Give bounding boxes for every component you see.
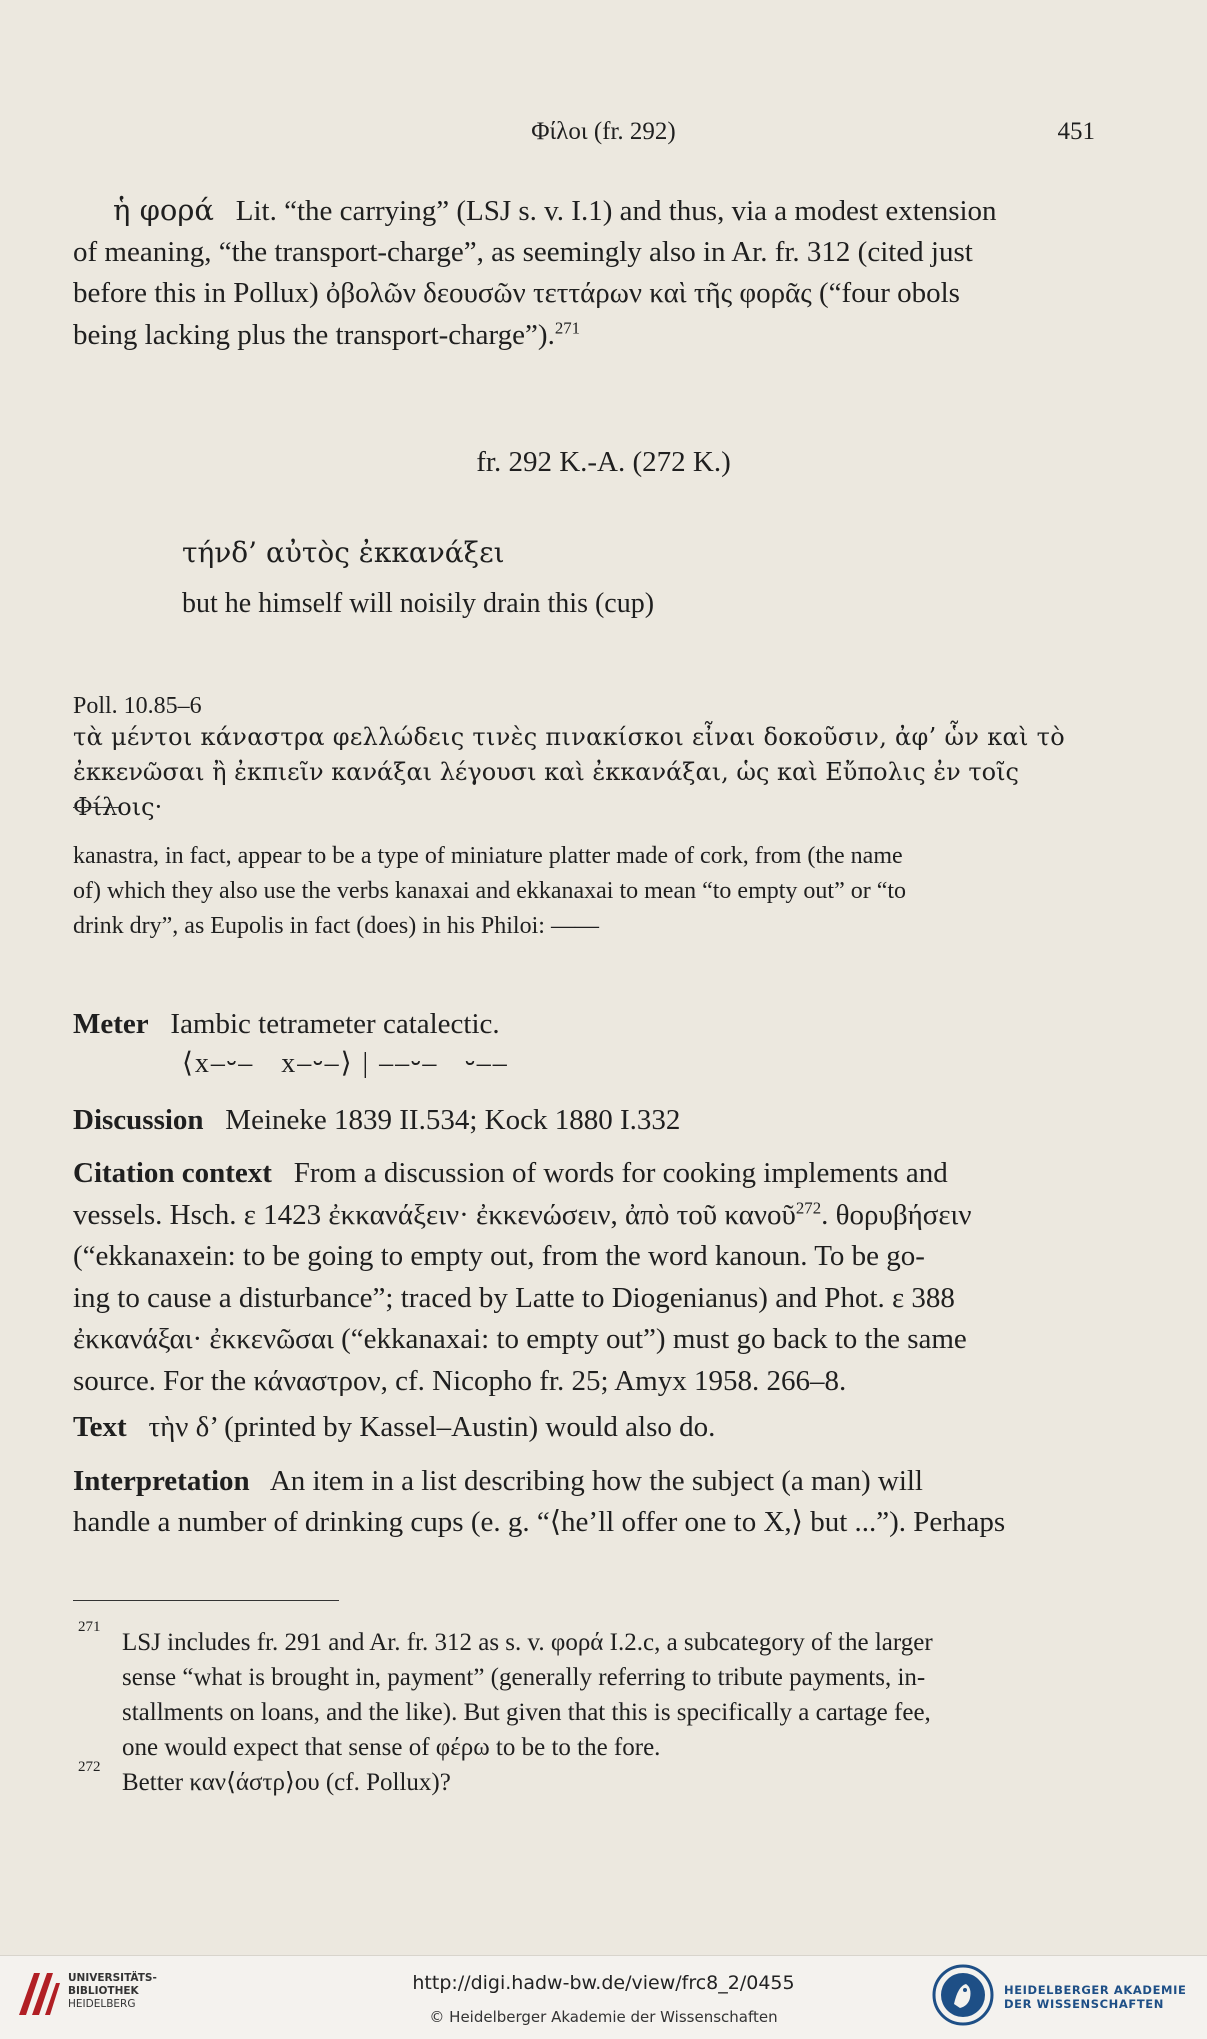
academy-name: HEIDELBERGER AKADEMIE DER WISSENSCHAFTEN <box>1004 1983 1187 2011</box>
para1-line3: before this in Pollux) ὀβολῶν δεουσῶν τεττάρων καὶ τῆς φορᾶς (“four obols <box>73 277 960 309</box>
citation-context-line1: Citation context From a discussion of words for cooking implements and <box>73 1157 948 1189</box>
fragment-translation: but he himself will noisily drain this (cup) <box>182 588 655 619</box>
meter-scheme: ⟨x–⏑– x–⏑–⟩ | ––⏑– ⏑–– <box>182 1048 509 1079</box>
page-number: 451 <box>1057 118 1095 145</box>
permalink-url[interactable]: http://digi.hadw-bw.de/view/frc8_2/0455 <box>412 1972 795 1994</box>
university-library-name: UNIVERSITÄTS- BIBLIOTHEK HEIDELBERG <box>68 1972 157 2010</box>
footnote-271-line1: LSJ includes fr. 291 and Ar. fr. 312 as s. v. φορά I.2.c, a subcategory of the larger <box>122 1629 933 1656</box>
interpretation-line2: handle a number of drinking cups (e. g. “⟨he’ll offer one to X,⟩ but ...”). Perhaps <box>73 1506 1006 1538</box>
footnote-272-line1: Better καν⟨άστρ⟩ου (cf. Pollux)? <box>122 1769 451 1796</box>
citation-context-label: Citation context <box>73 1157 272 1189</box>
para1-line1: ἡ φορά Lit. “the carrying” (LSJ s. v. I.1) and thus, via a modest extension <box>113 193 997 227</box>
lemma: ἡ φορά <box>113 193 214 227</box>
footnote-271-line3: stallments on loans, and the like). But given that this is specifically a cartage fee, <box>122 1699 931 1726</box>
footnote-271-line2: sense “what is brought in, payment” (generally referring to tribute payments, in- <box>122 1664 926 1691</box>
citation-translation-line2: of) which they also use the verbs kanaxai and ekkanaxai to mean “to empty out” or “to <box>73 878 907 904</box>
fragment-greek: τήνδ’ αὐτὸς ἐκκανάξει <box>182 536 505 569</box>
footnote-number-271: 271 <box>78 1619 101 1635</box>
citation-greek-line1: τὰ μέντοι κάναστρα φελλώδεις τινὲς πινακίσκοι εἶναι δοκοῦσιν, ἀφ’ ὧν καὶ τὸ <box>73 723 1065 751</box>
copyright-notice: © Heidelberger Akademie der Wissenschaften <box>429 2008 778 2026</box>
para1-line4: being lacking plus the transport-charge”).$^{271}$ <box>73 318 581 351</box>
citation-context-line6: source. For the κάναστρον, cf. Nicopho fr. 25; Amyx 1958. 266–8. <box>73 1365 847 1397</box>
citation-context-line3: (“ekkanaxein: to be going to empty out, from the word kanoun. To be go- <box>73 1240 925 1272</box>
discussion-label: Discussion <box>73 1104 204 1136</box>
para1-line2: of meaning, “the transport-charge”, as seemingly also in Ar. fr. 312 (cited just <box>73 236 973 268</box>
citation-translation-line3: drink dry”, as Eupolis in fact (does) in his Philoi: —— <box>73 913 599 939</box>
discussion-line: Discussion Meineke 1839 II.534; Kock 1880 I.332 <box>73 1104 681 1136</box>
citation-separator <box>73 807 119 808</box>
academy-seal-icon <box>932 1964 994 2026</box>
footnote-271-line4: one would expect that sense of φέρω to be to the fore. <box>122 1734 661 1761</box>
citation-translation-line1: kanastra, in fact, appear to be a type of miniature platter made of cork, from (the name <box>73 843 903 869</box>
meter-line: Meter Iambic tetrameter catalectic. <box>73 1008 500 1040</box>
footnote-number-272: 272 <box>78 1759 101 1775</box>
meter-label: Meter <box>73 1008 149 1040</box>
interpretation-line1: Interpretation An item in a list describing how the subject (a man) will <box>73 1465 923 1497</box>
citation-context-line4: ing to cause a disturbance”; traced by Latte to Diogenianus) and Phot. ε 388 <box>73 1282 955 1314</box>
footnote-ref-271: 271 <box>554 318 581 338</box>
citation-source: Poll. 10.85–6 <box>73 693 202 719</box>
citation-greek-line2: ἐκκενῶσαι ἢ ἐκπιεῖν κανάξαι λέγουσι καὶ ἐκκανάξαι, ὡς καὶ Εὔπολις ἐν τοῖς Φίλοις· <box>73 758 1019 821</box>
text-note-line: Text τὴν δ’ (printed by Kassel–Austin) would also do. <box>73 1411 716 1443</box>
fragment-heading: fr. 292 K.-A. (272 K.) <box>476 446 731 478</box>
citation-context-line5: ἐκκανάξαι· ἐκκενῶσαι (“ekkanaxai: to empty out”) must go back to the same <box>73 1323 967 1355</box>
footnote-rule <box>73 1600 339 1601</box>
running-head: Φίλοι (fr. 292) <box>531 118 676 145</box>
citation-context-line2: vessels. Hsch. ε 1423 ἐκκανάξειν· ἐκκενώσειν, ἀπὸ τοῦ κανοῦ$^{272}$. θορυβήσειν <box>73 1198 972 1231</box>
text-note-label: Text <box>73 1411 127 1443</box>
footnote-ref-272: 272 <box>795 1198 822 1218</box>
interpretation-label: Interpretation <box>73 1465 250 1497</box>
